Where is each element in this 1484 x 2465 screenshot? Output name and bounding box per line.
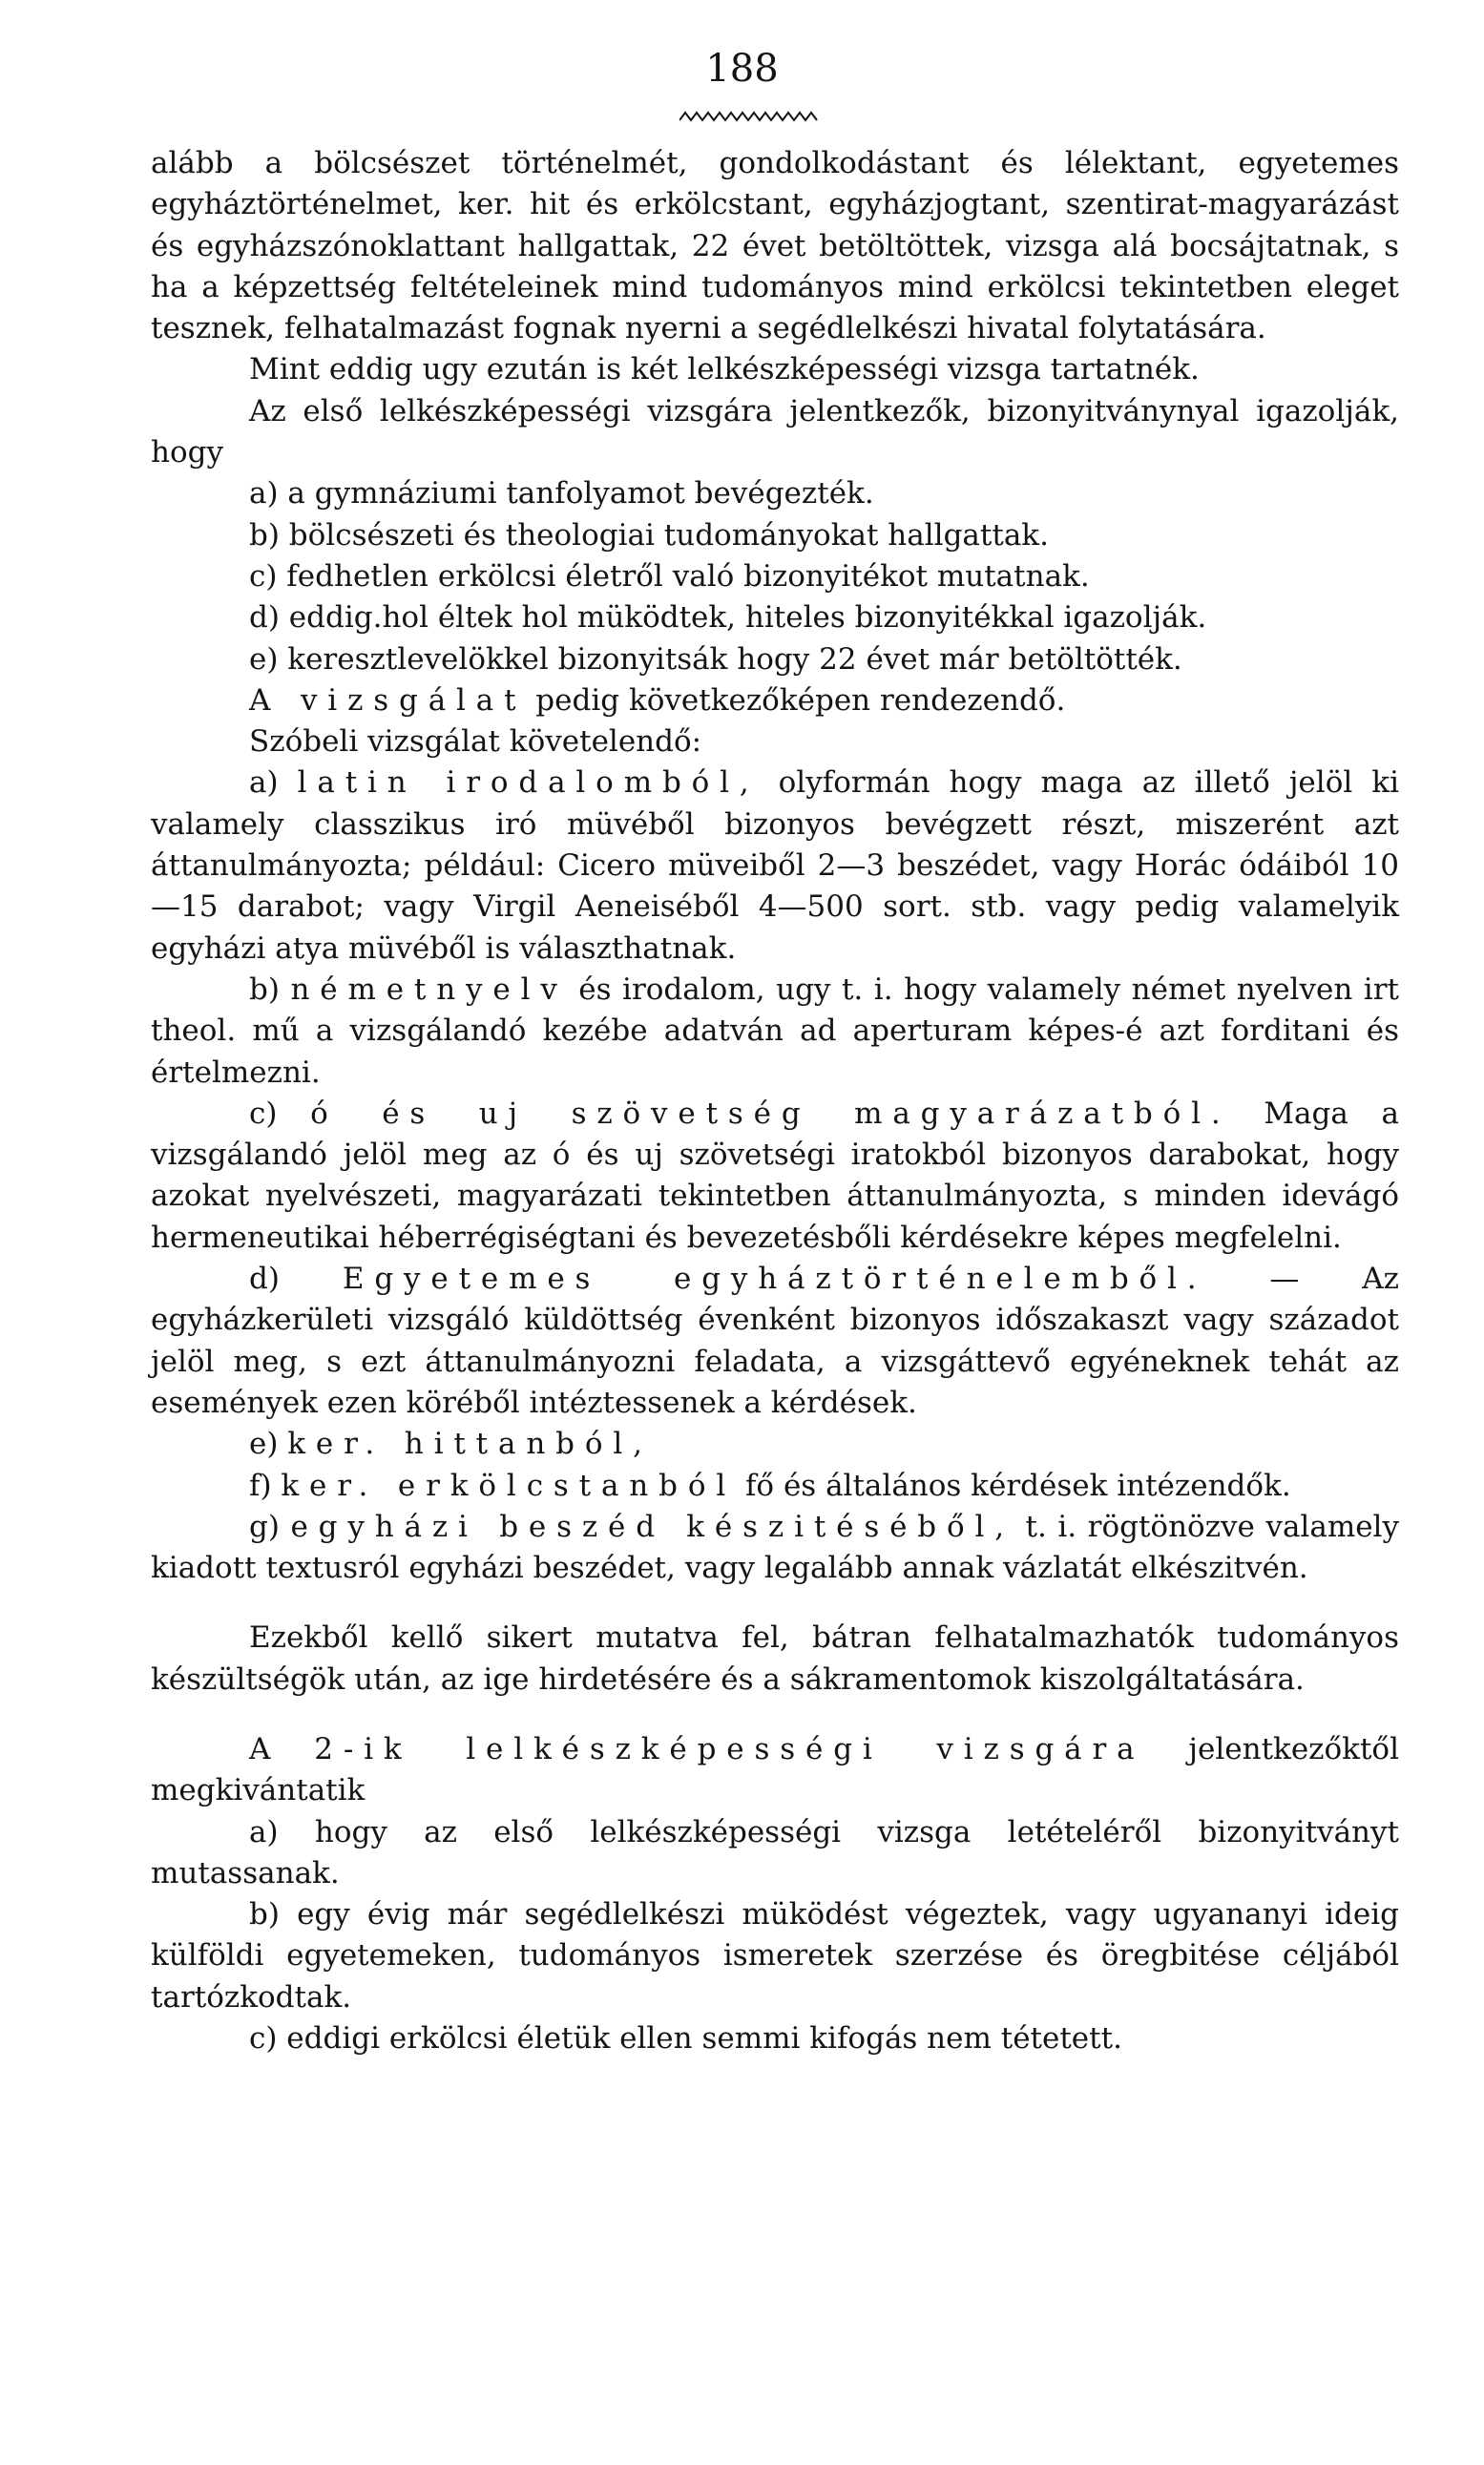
- list-item: a) a gymnáziumi tanfolyamot bevégezték.: [249, 476, 874, 512]
- item-marker: a): [249, 765, 298, 801]
- list-item: b) egy évig már segédlelkészi müködést végeztek, vagy ugyananyi ideig külföldi egyetemeken, tudományos ismeretek szerzése és öregbitése céljából tartózkodtak.: [151, 1897, 1399, 2015]
- text: jelentkezőktől megkivántatik: [151, 1731, 1399, 1808]
- item-marker: c): [249, 1096, 311, 1131]
- spaced-text: egyházi beszéd készitéséből,: [290, 1509, 1014, 1544]
- list-item: a) hogy az első lelkészképességi vizsga letételéről bizonyitványt mutassanak.: [151, 1814, 1399, 1891]
- paragraph: Az első lelkészképességi vizsgára jelentkezők, bizonyitványnyal igazolják, hogy: [151, 393, 1399, 470]
- text: olyformán hogy maga az illető jelöl ki valamely classzikus iró müvéből bizonyos bevégzett részt, miszerént azt áttanulmányozta; például: Cicero müveiből 2—3 beszédet, vagy Horác ódáiból 10—15 darabot; vagy Virgil Aeneiséből 4—500 sort. stb. vagy pedig valamelyik egyházi atya müvéből is választhatnak.: [151, 765, 1399, 966]
- list-item: b) bölcsészeti és theologiai tudományokat hallgattak.: [249, 517, 1049, 553]
- text: Maga a vizsgálandó jelöl meg az ó és uj szövetségi iratokból bizonyos darabokat, hogy azokat nyelvészeti, magyarázati tekintetben áttanulmányozta, s minden idevágó hermeneutikai héberrégiségtani és bevezetésbőli kérdésekre képes megfelelni.: [151, 1096, 1399, 1255]
- text: A: [249, 1731, 315, 1766]
- list-item: [151, 1507, 1399, 1590]
- list-item: [151, 1259, 1399, 1424]
- spaced-text: németnyelv: [290, 971, 568, 1007]
- spaced-text: ker. hittanból,: [287, 1427, 653, 1462]
- list-item: [151, 1424, 1399, 1465]
- paragraph-gap: [151, 1589, 1399, 1618]
- spaced-text: ker. erkölcstanból: [281, 1468, 737, 1503]
- text: pedig következőképen rendezendő.: [526, 682, 1066, 718]
- paragraph: [151, 680, 1399, 721]
- list-item: [151, 970, 1399, 1094]
- text: — Az egyházkerületi vizsgáló küldöttség évenként bizonyos időszakaszt vagy századot jelöl meg, s ezt áttanulmányozni feladata, a vizsgáttevő egyéneknek tehát az események ezen köréből intéztessenek a kérdések.: [151, 1262, 1400, 1420]
- item-marker: b): [249, 971, 291, 1007]
- list-item: e) keresztlevelökkel bizonyitsák hogy 22 évet már betöltötték.: [249, 641, 1182, 677]
- spaced-text: 2-ik lelkészképességi vizsgára: [314, 1731, 1145, 1766]
- list-item: c) eddigi erkölcsi életük ellen semmi kifogás nem tétetett.: [249, 2021, 1122, 2057]
- spaced-text: A vizsgálat: [249, 682, 527, 718]
- spaced-text: ó és uj szövetség magyarázatból.: [310, 1096, 1231, 1131]
- item-marker: f): [249, 1468, 282, 1503]
- spaced-text: latin irodalomból,: [297, 765, 760, 801]
- paragraph: Szóbeli vizsgálat követelendő:: [249, 724, 702, 760]
- text: fő és általános kérdések intézendők.: [736, 1468, 1291, 1503]
- wavy-ornament: [679, 107, 870, 126]
- list-item: d) eddig.hol éltek hol müködtek, hiteles bizonyitékkal igazolják.: [249, 600, 1207, 636]
- paragraph: Mint eddig ugy ezután is két lelkészképességi vizsga tartatnék.: [249, 352, 1200, 387]
- paragraph-gap: [151, 1701, 1399, 1729]
- text: és irodalom, ugy t. i. hogy valamely német nyelven irt theol. mű a vizsgálandó kezébe adatván ad aperturam képes-é azt forditani és értelmezni.: [151, 971, 1399, 1090]
- spaced-text: Egyetemes egyháztörténelemből.: [342, 1262, 1207, 1297]
- text: t. i. rögtönözve valamely kiadott textusról egyházi beszédet, vagy legalább annak vázlatát elkészitvén.: [151, 1509, 1399, 1586]
- paragraph: alább a bölcsészet történelmét, gondolkodástant és lélektant, egyetemes egyháztörténelmet, ker. hit és erkölcstant, egyházjogtant, szentirat-magyarázást és egyházszónoklattant hallgattak, 22 évet betöltöttek, vizsga alá bocsájtatnak, s ha a képzettség feltételeinek mind tudományos mind erkölcsi tekintetben eleget tesznek, felhatalmazást fognak nyerni a segédlelkészi hivatal folytatására.: [151, 146, 1399, 346]
- item-marker: g): [249, 1509, 291, 1544]
- page-number: 188: [705, 47, 779, 91]
- paragraph: Ezekből kellő sikert mutatva fel, bátran felhatalmazhatók tudományos készültségök után, az ige hirdetésére és a sákramentomok kiszolgáltatására.: [151, 1620, 1399, 1697]
- item-marker: d): [249, 1262, 343, 1297]
- list-item: [151, 1466, 1399, 1507]
- list-item: [151, 1094, 1399, 1259]
- item-marker: e): [249, 1427, 288, 1462]
- body-text: [151, 143, 1399, 2059]
- paragraph: [151, 1729, 1399, 1812]
- list-item: c) fedhetlen erkölcsi életről való bizonyitékot mutatnak.: [249, 558, 1090, 594]
- list-item: [151, 762, 1399, 969]
